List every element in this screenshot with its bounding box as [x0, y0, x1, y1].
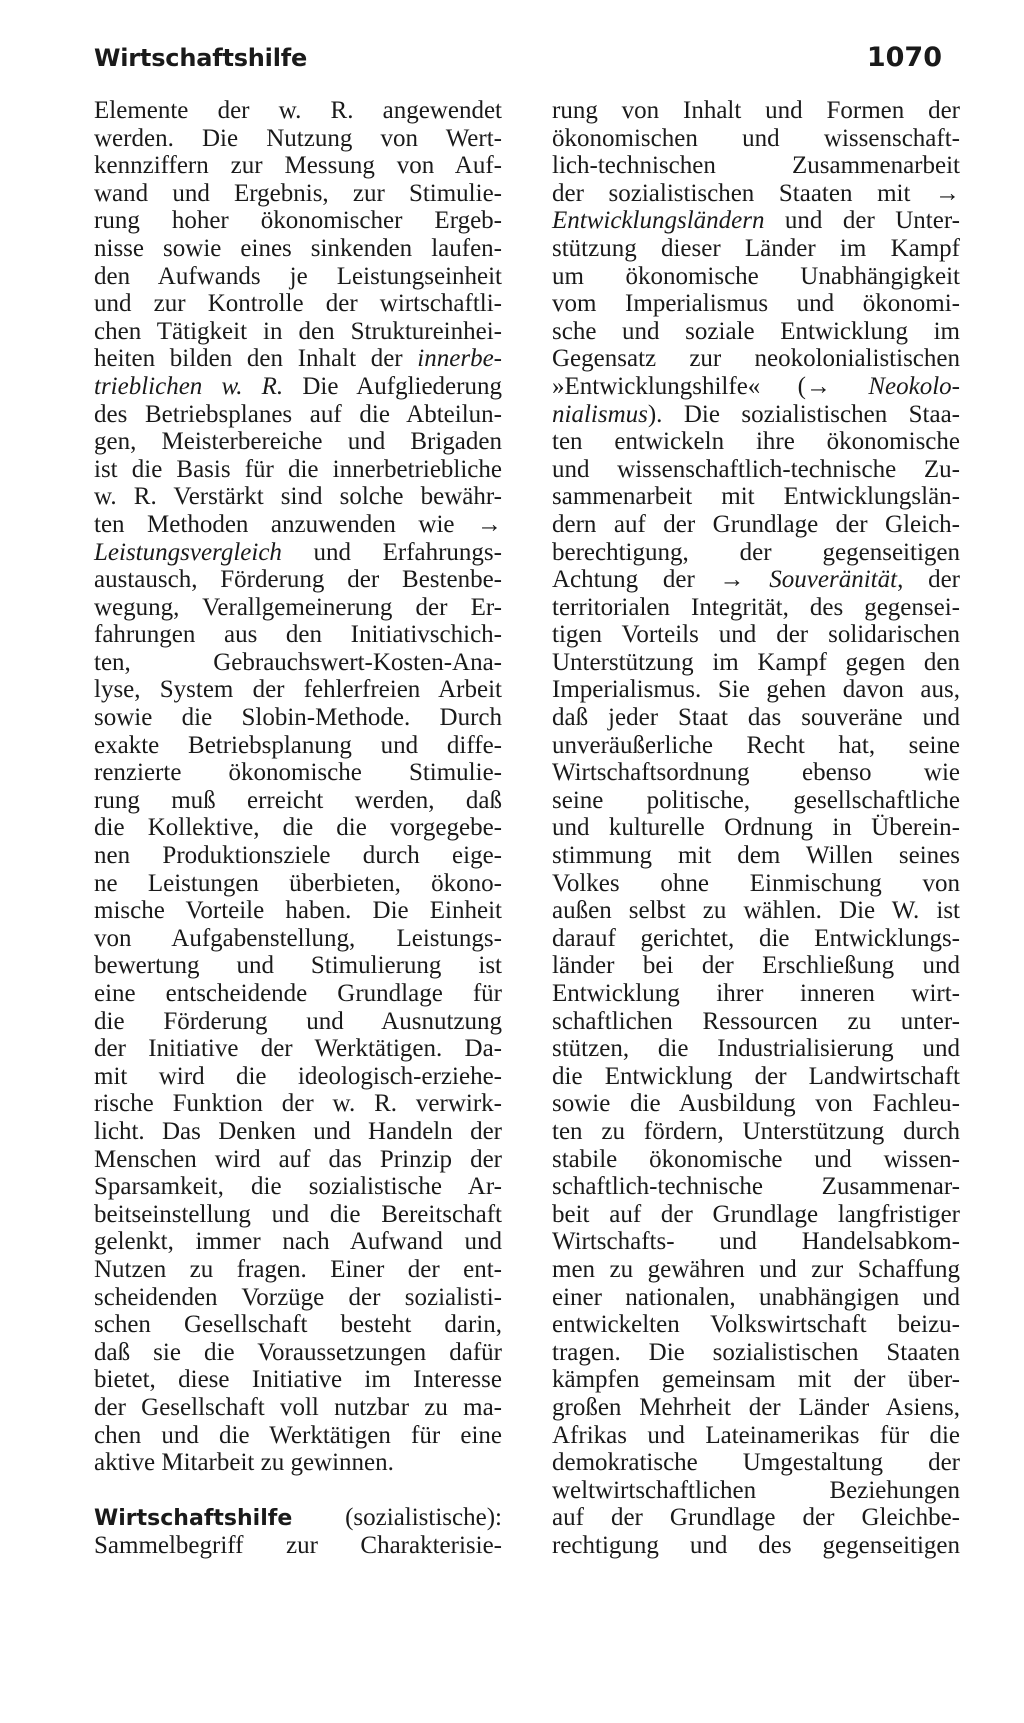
text-line: seine politische, gesellschaftliche — [552, 786, 960, 814]
text-line: chen und die Werktätigen für eine — [94, 1421, 502, 1449]
text-line: sche und soziale Entwicklung im — [552, 317, 960, 345]
text-line: Elemente der w. R. angewendet — [94, 97, 502, 124]
text-line: und kulturelle Ordnung in Überein- — [552, 814, 960, 842]
entry-qualifier: (sozialistische): — [345, 1504, 502, 1532]
text-line: rische Funktion der w. R. verwirk- — [94, 1090, 502, 1118]
text-line: des Betriebsplanes auf die Abteilun- — [94, 400, 502, 428]
text-line: Menschen wird auf das Prinzip der — [94, 1145, 502, 1173]
text-line: heiten bilden den Inhalt der innerbe- — [94, 345, 502, 373]
text-line: daß sie die Voraussetzungen dafür — [94, 1338, 502, 1366]
text-line: trieblichen w. R. Die Aufgliederung — [94, 372, 502, 400]
text-line: schaftlich-technische Zusammenar- — [552, 1173, 960, 1201]
text-line: Entwicklung ihrer inneren wirt- — [552, 980, 960, 1007]
text-line: den Aufwands je Leistungseinheit — [94, 262, 502, 290]
text-line: bewertung und Stimulierung ist — [94, 952, 502, 980]
text-line: der Gesellschaft voll nutzbar zu ma- — [94, 1393, 502, 1421]
text-line: Sparsamkeit, die sozialistische Ar- — [94, 1173, 502, 1201]
text-line: entwickelten Volkswirtschaft beizu- — [552, 1311, 960, 1339]
text-line: Achtung der → Souveränität, der — [552, 566, 960, 594]
text-line: stabile ökonomische und wissen- — [552, 1145, 960, 1173]
entry-heading-line — [94, 1504, 502, 1532]
text-line: auf der Grundlage der Gleichbe- — [552, 1504, 960, 1532]
text-line: mische Vorteile haben. Die Einheit — [94, 897, 502, 925]
text-line: vom Imperialismus und ökonomi- — [552, 290, 960, 318]
text-line: »Entwicklungshilfe« (→ Neokolo- — [552, 372, 960, 400]
text-line: rung hoher ökonomischer Ergeb- — [94, 207, 502, 235]
text-line: w. R. Verstärkt sind solche bewähr- — [94, 483, 502, 511]
text-line: fahrungen aus den Initiativschich- — [94, 621, 502, 649]
text-line: ten, Gebrauchswert-Kosten-Ana- — [94, 648, 502, 676]
text-line: dern auf der Grundlage der Gleich- — [552, 510, 960, 538]
text-line: Sammelbegriff zur Charakterisie- — [94, 1531, 502, 1559]
text-line: gen, Meisterbereiche und Brigaden — [94, 428, 502, 456]
text-line: wand und Ergebnis, zur Stimulie- — [94, 179, 502, 207]
text-line: wegung, Verallgemeinerung der Er- — [94, 593, 502, 621]
text-line: der Initiative der Werktätigen. Da- — [94, 1035, 502, 1063]
text-line: nialismus). Die sozialistischen Staa- — [552, 400, 960, 428]
text-line: lyse, System der fehlerfreien Arbeit — [94, 676, 502, 704]
text-line: ten Methoden anzuwenden wie → — [94, 510, 502, 538]
text-line: Unterstützung im Kampf gegen den — [552, 648, 960, 676]
text-line: renzierte ökonomische Stimulie- — [94, 759, 502, 787]
text-line: von Aufgabenstellung, Leistungs- — [94, 924, 502, 952]
text-line: werden. Die Nutzung von Wert- — [94, 124, 502, 152]
text-line: beit auf der Grundlage langfristiger — [552, 1200, 960, 1228]
text-line: stützen, die Industrialisierung und — [552, 1035, 960, 1063]
text-line: sowie die Slobin-Methode. Durch — [94, 704, 502, 732]
text-line: die Förderung und Ausnutzung — [94, 1007, 502, 1035]
text-line: exakte Betriebsplanung und diffe- — [94, 731, 502, 759]
text-line: sowie die Ausbildung von Fachleu- — [552, 1090, 960, 1118]
text-line: berechtigung, der gegenseitigen — [552, 538, 960, 566]
text-line: Gegensatz zur neokolonialistischen — [552, 345, 960, 373]
text-line: scheidenden Vorzüge der sozialisti- — [94, 1283, 502, 1311]
running-head: Wirtschaftshilfe — [94, 44, 308, 72]
text-line: Nutzen zu fragen. Einer der ent- — [94, 1255, 502, 1283]
text-line: tragen. Die sozialistischen Staaten — [552, 1338, 960, 1366]
text-line: men zu gewähren und zur Schaffung — [552, 1255, 960, 1283]
text-line: austausch, Förderung der Bestenbe- — [94, 566, 502, 594]
text-line: schen Gesellschaft besteht darin, — [94, 1311, 502, 1339]
text-line: kämpfen gemeinsam mit der über- — [552, 1366, 960, 1394]
text-line: ten entwickeln ihre ökonomische — [552, 428, 960, 456]
text-line: daß jeder Staat das souveräne und — [552, 704, 960, 732]
text-line: chen Tätigkeit in den Struktureinhei- — [94, 317, 502, 345]
text-line: rung von Inhalt und Formen der — [552, 97, 960, 124]
text-line: darauf gerichtet, die Entwicklungs- — [552, 924, 960, 952]
text-line: ökonomischen und wissenschaft- — [552, 124, 960, 152]
text-line: die Kollektive, die die vorgegebe- — [94, 814, 502, 842]
text-line: lich-technischen Zusammenarbeit — [552, 152, 960, 180]
text-line: nisse sowie eines sinkenden laufen- — [94, 234, 502, 262]
text-line: großen Mehrheit der Länder Asiens, — [552, 1393, 960, 1421]
text-line: tigen Vorteils und der solidarischen — [552, 621, 960, 649]
text-line: Entwicklungsländern und der Unter- — [552, 207, 960, 235]
text-line: und wissenschaftlich-technische Zu- — [552, 455, 960, 483]
text-line: einer nationalen, unabhängigen und — [552, 1283, 960, 1311]
text-line: stimmung mit dem Willen seines — [552, 842, 960, 870]
text-line: beitseinstellung und die Bereitschaft — [94, 1200, 502, 1228]
text-line: nen Produktionsziele durch eige- — [94, 842, 502, 870]
text-line: die Entwicklung der Landwirtschaft — [552, 1062, 960, 1090]
page-number: 1070 — [866, 42, 942, 73]
text-line: Wirtschaftsordnung ebenso wie — [552, 759, 960, 787]
text-line: länder bei der Erschließung und — [552, 952, 960, 980]
text-line: demokratische Umgestaltung der — [552, 1449, 960, 1477]
text-line: aktive Mitarbeit zu gewinnen. — [94, 1449, 394, 1477]
text-line: Imperialismus. Sie gehen davon aus, — [552, 676, 960, 704]
text-line: Afrikas und Lateinamerikas für die — [552, 1421, 960, 1449]
left-column — [94, 97, 502, 1559]
text-line: ne Leistungen überbieten, ökono- — [94, 869, 502, 897]
text-line: unveräußerliche Recht hat, seine — [552, 731, 960, 759]
text-line: stützung dieser Länder im Kampf — [552, 234, 960, 262]
text-line: weltwirtschaftlichen Beziehungen — [552, 1476, 960, 1504]
text-line: und zur Kontrolle der wirtschaftli- — [94, 290, 502, 318]
text-line: um ökonomische Unabhängigkeit — [552, 262, 960, 290]
text-line: Leistungsvergleich und Erfahrungs- — [94, 538, 502, 566]
entry-lemma: Wirtschaftshilfe — [94, 1506, 293, 1532]
text-line: gelenkt, immer nach Aufwand und — [94, 1228, 502, 1256]
text-line: schaftlichen Ressourcen zu unter- — [552, 1007, 960, 1035]
text-line: kennziffern zur Messung von Auf- — [94, 152, 502, 180]
text-line: ten zu fördern, Unterstützung durch — [552, 1117, 960, 1145]
text-line: rechtigung und des gegenseitigen — [552, 1531, 960, 1559]
paragraph-gap — [94, 1477, 502, 1505]
text-line: ist die Basis für die innerbetriebliche — [94, 455, 502, 483]
right-column — [552, 97, 960, 1559]
text-line: bietet, diese Initiative im Interesse — [94, 1366, 502, 1394]
text-line: territorialen Integrität, des gegensei- — [552, 593, 960, 621]
text-line: der sozialistischen Staaten mit → — [552, 179, 960, 207]
text-line: sammenarbeit mit Entwicklungslän- — [552, 483, 960, 511]
text-line: licht. Das Denken und Handeln der — [94, 1117, 502, 1145]
text-line: außen selbst zu wählen. Die W. ist — [552, 897, 960, 925]
text-line: Wirtschafts- und Handelsabkom- — [552, 1228, 960, 1256]
text-line: eine entscheidende Grundlage für — [94, 980, 502, 1007]
text-line: mit wird die ideologisch-erziehe- — [94, 1062, 502, 1090]
text-line: Volkes ohne Einmischung von — [552, 869, 960, 897]
text-line: rung muß erreicht werden, daß — [94, 786, 502, 814]
